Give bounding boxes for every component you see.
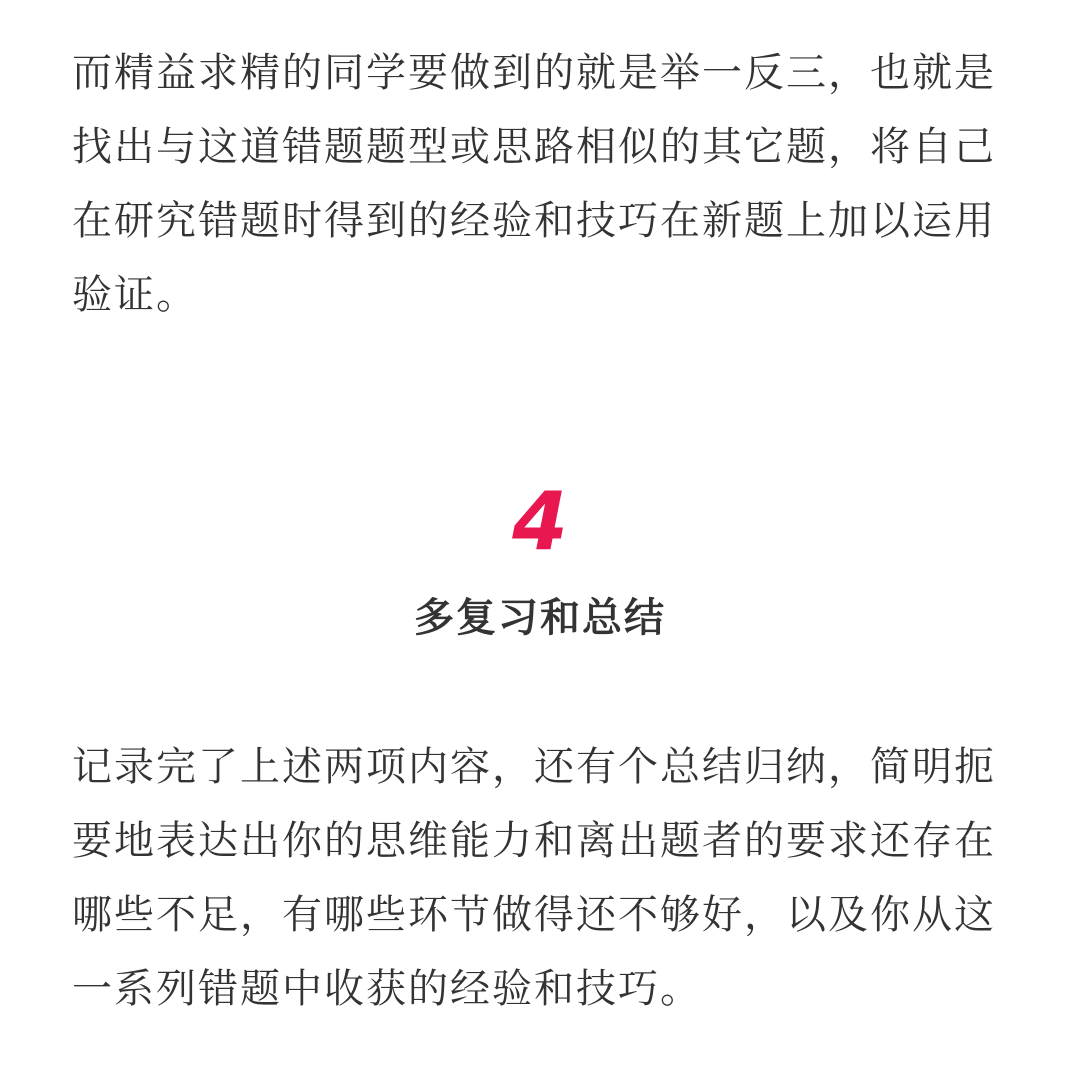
body-paragraph-summary: 记录完了上述两项内容，还有个总结归纳，简明扼要地表达出你的思维能力和离出题者的要求还存在哪些不足，有哪些环节做得还不够好，以及你从这一系列错题中收获的经验和技巧。	[72, 744, 996, 1012]
body-paragraph-intro: 而精益求精的同学要做到的就是举一反三，也就是找出与这道错题题型或思路相似的其它题，将自己在研究错题时得到的经验和技巧在新题上加以运用验证。	[72, 50, 996, 318]
section-number: 4	[512, 475, 568, 568]
section-heading: 多复习和总结	[414, 595, 666, 641]
